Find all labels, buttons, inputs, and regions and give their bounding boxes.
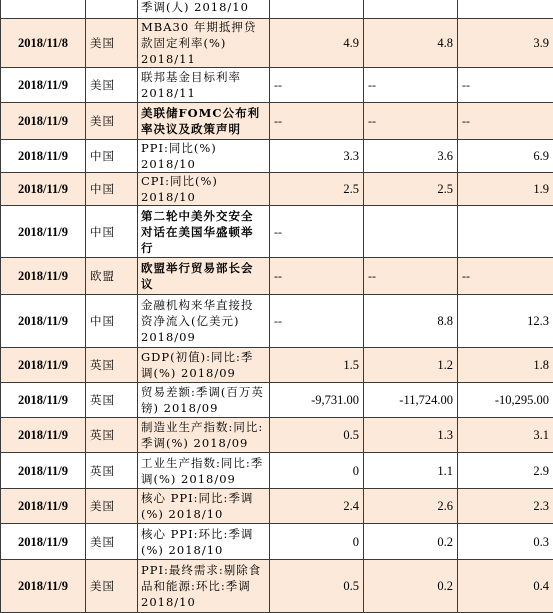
indicator-cell: 联邦基金目标利率 2018/11 — [138, 68, 270, 103]
previous-value-cell: 0.5 — [270, 560, 364, 613]
country-cell: 英国 — [86, 348, 138, 383]
table-row — [1, 560, 553, 613]
country-cell: 英国 — [86, 453, 138, 489]
indicator-cell: 贸易差额:季调(百万英镑) 2018/09 — [138, 383, 270, 418]
country-cell: 欧盟 — [86, 258, 138, 295]
forecast-value-cell: 8.8 — [364, 295, 458, 348]
country-cell: 中国 — [86, 295, 138, 348]
date-cell: 2018/11/9 — [1, 524, 86, 560]
actual-value-cell — [458, 206, 553, 258]
forecast-value-cell — [364, 206, 458, 258]
country-cell: 美国 — [86, 560, 138, 613]
indicator-cell: CPI:同比(%) 2018/10 — [138, 173, 270, 206]
forecast-value-cell: -- — [364, 258, 458, 295]
country-cell: 中国 — [86, 206, 138, 258]
country-cell: 美国 — [86, 103, 138, 140]
country-cell: 中国 — [86, 140, 138, 173]
previous-value-cell: -9,731.00 — [270, 383, 364, 418]
country-cell: 英国 — [86, 383, 138, 418]
table-row — [1, 68, 553, 103]
actual-value-cell: 0.4 — [458, 560, 553, 613]
indicator-cell: 核心 PPI:环比:季调(%) 2018/10 — [138, 524, 270, 560]
forecast-value-cell: 1.2 — [364, 348, 458, 383]
date-cell: 2018/11/9 — [1, 68, 86, 103]
indicator-cell: 核心 PPI:同比:季调(%) 2018/10 — [138, 489, 270, 524]
forecast-value-cell: 3.6 — [364, 140, 458, 173]
indicator-cell: MBA30 年期抵押贷款固定利率(%) 2018/11 — [138, 19, 270, 68]
table-row — [1, 524, 553, 560]
date-cell: 2018/11/9 — [1, 383, 86, 418]
previous-value-cell: -- — [270, 103, 364, 140]
forecast-value-cell: -- — [364, 68, 458, 103]
indicator-cell: 金融机构来华直接投资净流入(亿美元) 2018/09 — [138, 295, 270, 348]
table-row — [1, 0, 553, 19]
indicator-cell: 欧盟举行贸易部长会议 — [138, 258, 270, 295]
country-cell: 美国 — [86, 68, 138, 103]
date-cell: 2018/11/9 — [1, 258, 86, 295]
actual-value-cell: 3.1 — [458, 418, 553, 453]
actual-value-cell: 1.8 — [458, 348, 553, 383]
forecast-value-cell: -- — [364, 103, 458, 140]
actual-value-cell: 2.3 — [458, 489, 553, 524]
date-cell: 2018/11/9 — [1, 173, 86, 206]
table-row — [1, 348, 553, 383]
indicator-cell: 第二轮中美外交安全对话在美国华盛顿举行 — [138, 206, 270, 258]
actual-value-cell: -- — [458, 103, 553, 140]
actual-value-cell: 3.9 — [458, 19, 553, 68]
indicator-cell: 工业生产指数:同比:季调(%) 2018/09 — [138, 453, 270, 489]
date-cell: 2018/11/9 — [1, 453, 86, 489]
previous-value-cell: -- — [270, 258, 364, 295]
forecast-value-cell: 2.5 — [364, 173, 458, 206]
date-cell: 2018/11/9 — [1, 418, 86, 453]
table-row — [1, 103, 553, 140]
date-cell: 2018/11/9 — [1, 103, 86, 140]
previous-value-cell: -- — [270, 68, 364, 103]
previous-value-cell: -- — [270, 206, 364, 258]
previous-value-cell: 3.3 — [270, 140, 364, 173]
forecast-value-cell: 0.2 — [364, 524, 458, 560]
previous-value-cell: 0 — [270, 524, 364, 560]
date-cell: 2018/11/9 — [1, 140, 86, 173]
country-cell: 美国 — [86, 489, 138, 524]
forecast-value-cell: 1.1 — [364, 453, 458, 489]
country-cell: 美国 — [86, 524, 138, 560]
table-row — [1, 258, 553, 295]
table-row — [1, 140, 553, 173]
actual-value-cell: 1.9 — [458, 173, 553, 206]
table-row — [1, 383, 553, 418]
previous-value-cell: 2.5 — [270, 173, 364, 206]
forecast-value-cell: 1.3 — [364, 418, 458, 453]
indicator-cell: 季调(人) 2018/10 — [138, 0, 270, 19]
actual-value-cell: -- — [458, 258, 553, 295]
actual-value-cell: -- — [458, 68, 553, 103]
country-cell: 英国 — [86, 418, 138, 453]
indicator-cell: 制造业生产指数:同比:季调(%) 2018/09 — [138, 418, 270, 453]
previous-value-cell: 2.4 — [270, 489, 364, 524]
indicator-cell: PPI:同比(%) 2018/10 — [138, 140, 270, 173]
date-cell: 2018/11/9 — [1, 206, 86, 258]
date-cell: 2018/11/9 — [1, 348, 86, 383]
country-cell: 中国 — [86, 173, 138, 206]
date-cell: 2018/11/8 — [1, 19, 86, 68]
previous-value-cell: 1.5 — [270, 348, 364, 383]
date-cell: 2018/11/9 — [1, 489, 86, 524]
actual-value-cell: 0.3 — [458, 524, 553, 560]
table-row — [1, 295, 553, 348]
indicator-cell: 美联储FOMC公布利率决议及政策声明 — [138, 103, 270, 140]
forecast-value-cell: 0.2 — [364, 560, 458, 613]
table-row — [1, 453, 553, 489]
previous-value-cell: 0.5 — [270, 418, 364, 453]
forecast-value-cell: 2.6 — [364, 489, 458, 524]
country-cell: 美国 — [86, 19, 138, 68]
date-cell: 2018/11/9 — [1, 560, 86, 613]
table-row — [1, 206, 553, 258]
actual-value-cell: 12.3 — [458, 295, 553, 348]
actual-value-cell: 2.9 — [458, 453, 553, 489]
table-row — [1, 418, 553, 453]
forecast-value-cell: 4.8 — [364, 19, 458, 68]
table-row — [1, 489, 553, 524]
indicator-cell: PPI:最终需求:剔除食品和能源:环比:季调 2018/10 — [138, 560, 270, 613]
date-cell: 2018/11/9 — [1, 295, 86, 348]
actual-value-cell: -10,295.00 — [458, 383, 553, 418]
table-row — [1, 19, 553, 68]
previous-value-cell: 0 — [270, 453, 364, 489]
table-row — [1, 173, 553, 206]
indicator-cell: GDP(初值):同比:季调(%) 2018/09 — [138, 348, 270, 383]
previous-value-cell: 4.9 — [270, 19, 364, 68]
previous-value-cell: -- — [270, 295, 364, 348]
actual-value-cell: 6.9 — [458, 140, 553, 173]
forecast-value-cell: -11,724.00 — [364, 383, 458, 418]
